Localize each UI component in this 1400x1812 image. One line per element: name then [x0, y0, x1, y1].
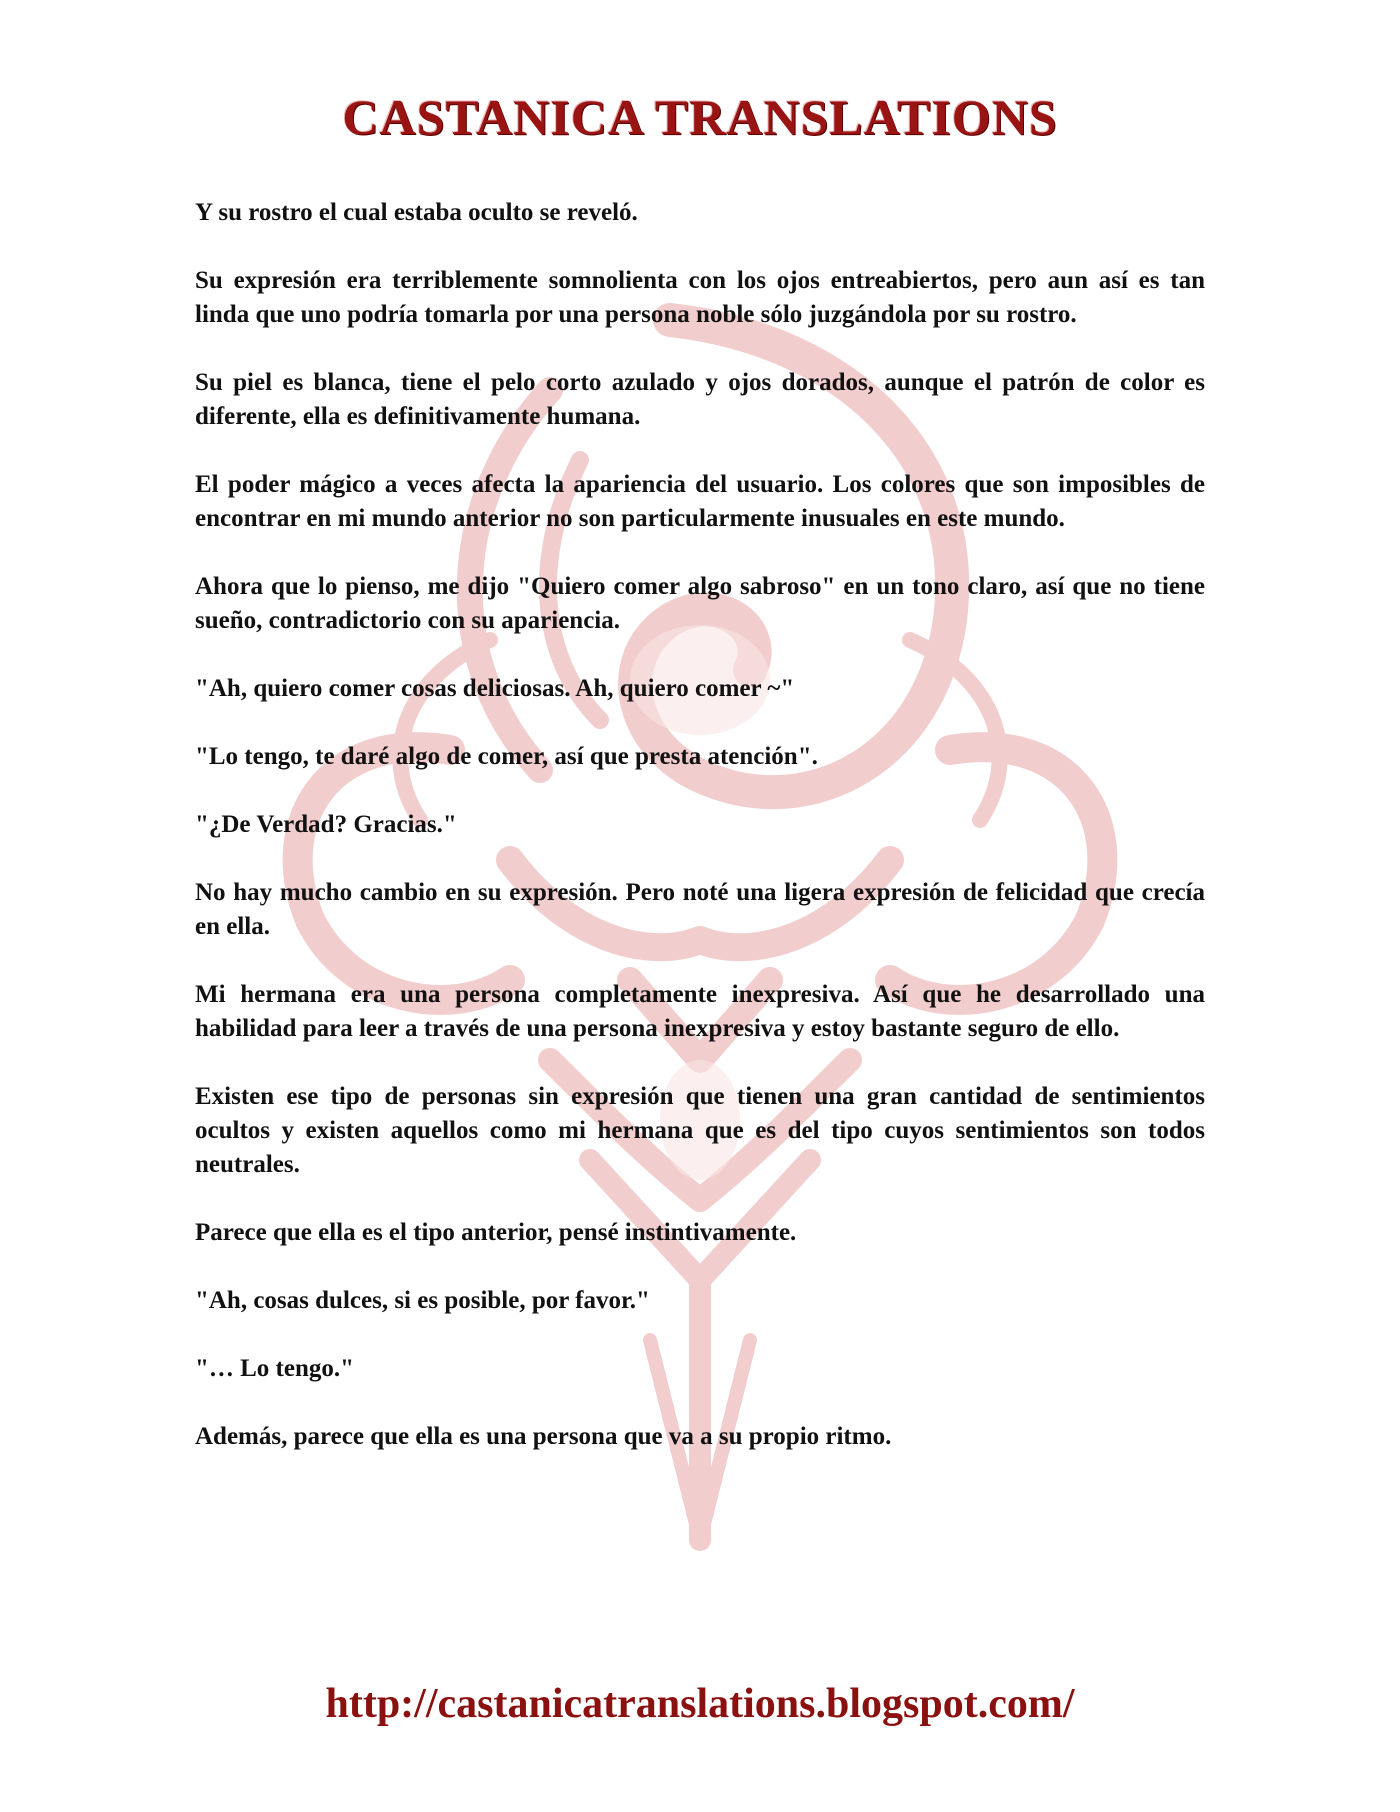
- footer-url-link[interactable]: http://castanicatranslations.blogspot.com/: [325, 1681, 1075, 1727]
- paragraph: "Ah, cosas dulces, si es posible, por favor.": [195, 1287, 650, 1314]
- paragraph: No hay mucho cambio en su expresión. Pero noté una ligera expresión de felicidad que crecía en ella.: [195, 879, 1205, 940]
- page-header-title: CASTANICA TRANSLATIONS: [342, 89, 1058, 145]
- paragraph: "Ah, quiero comer cosas deliciosas. Ah, quiero comer ~": [195, 675, 795, 702]
- paragraph: Parece que ella es el tipo anterior, pensé instintivamente.: [195, 1219, 797, 1246]
- paragraph: "Lo tengo, te daré algo de comer, así que presta atención".: [195, 743, 818, 770]
- paragraph: Existen ese tipo de personas sin expresión que tienen una gran cantidad de sentimientos ocultos y existen aquellos como mi hermana que es del tipo cuyos sentimientos son todos neutrales.: [195, 1083, 1205, 1178]
- paragraph: Y su rostro el cual estaba oculto se reveló.: [195, 199, 638, 226]
- paragraph: Ahora que lo pienso, me dijo "Quiero comer algo sabroso" en un tono claro, así que no tiene sueño, contradictorio con su apariencia.: [195, 573, 1205, 634]
- paragraph: El poder mágico a veces afecta la apariencia del usuario. Los colores que son imposibles de encontrar en mi mundo anterior no son particularmente inusuales en este mundo.: [195, 471, 1205, 532]
- paragraph: "… Lo tengo.": [195, 1355, 355, 1382]
- paragraph: Su expresión era terriblemente somnolienta con los ojos entreabiertos, pero aun así es tan linda que uno podría tomarla por una persona noble sólo juzgándola por su rostro.: [195, 267, 1205, 328]
- paragraph: Su piel es blanca, tiene el pelo corto azulado y ojos dorados, aunque el patrón de color es diferente, ella es definitivamente humana.: [195, 369, 1205, 430]
- paragraph: Mi hermana era una persona completamente inexpresiva. Así que he desarrollado una habilidad para leer a través de una persona inexpresiva y estoy bastante seguro de ello.: [195, 981, 1205, 1042]
- paragraph: Además, parece que ella es una persona que va a su propio ritmo.: [195, 1423, 892, 1450]
- document-body: [195, 196, 1205, 1488]
- paragraph: "¿De Verdad? Gracias.": [195, 811, 457, 838]
